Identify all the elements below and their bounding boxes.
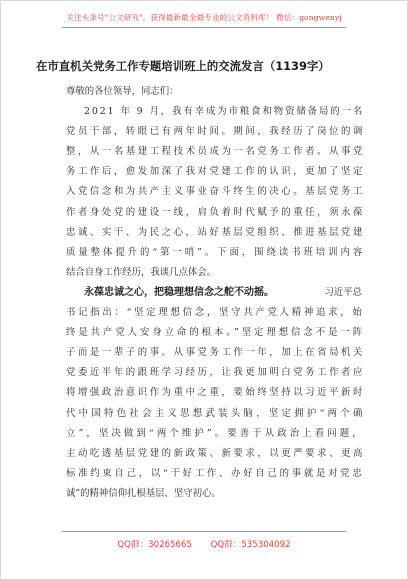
text-line: 入党信念和为共产主义事业奋斗终生的决心。基层党务工 xyxy=(66,186,365,198)
text-line: 终是共产党人安身立命的根本。”坚定理想信念不是一阵 xyxy=(66,327,366,339)
text-line: 尊敬的各位领导，同志们： xyxy=(66,86,179,97)
text-line: 结合自身工作经历，我谈几点体会。 xyxy=(66,266,217,278)
text-line: 主动吃透基层党建的新政策、新要求，以更严要求、更高 xyxy=(66,447,365,459)
section-heading-line xyxy=(66,283,362,303)
paragraph-line xyxy=(66,182,365,202)
text-line: 党委近半年的跟班学习经历，让我更加明白党务工作者应 xyxy=(66,367,365,379)
section-heading: 永葆忠诚之心，把稳理想信念之舵不动摇。 xyxy=(84,286,274,298)
document-title: 在市直机关党务工作专题培训班上的交流发言（1139字） xyxy=(36,59,330,73)
paragraph-line xyxy=(66,444,365,464)
text-line: 立”，坚决做到“两个维护”。要善于从政治上看问题， xyxy=(66,427,365,439)
qq-group-2: QQ群：535304092 xyxy=(210,540,291,550)
paragraph-line xyxy=(66,484,362,504)
text-line: 标准约束自己，以“干好工作、办好自己的事就是对党忠 xyxy=(66,467,365,479)
text-line: 将增强政治意识作为重中之重，要始终坚持以习近平新时 xyxy=(66,387,365,399)
header-banner: 关注头条号"公文研究"，获得最新最全最专业的公文资料库！ 微信：gongwenyj xyxy=(66,13,342,22)
text-line: 忠诚、实干、为民之心，站好基层党组织、推进基层党建 xyxy=(66,226,365,238)
text-line: 习近平总 xyxy=(324,286,362,298)
paragraph-line xyxy=(66,122,365,142)
text-line: 务工作后，愈发加深了我对党建工作的认识，更加了坚定 xyxy=(66,166,365,178)
text-line: 2021 年 9 月，我有幸成为市粮食和物资储备局的一名 xyxy=(84,106,365,118)
salutation-line xyxy=(66,82,362,102)
paragraph-line xyxy=(66,303,365,323)
paragraph-line xyxy=(66,383,365,403)
text-line: 书记指出：“坚定理想信念，坚守共产党人精神追求，始 xyxy=(66,307,365,319)
paragraph-line xyxy=(66,424,365,444)
paragraph-line xyxy=(66,343,365,363)
paragraph-line xyxy=(66,102,365,122)
header-divider xyxy=(62,27,346,28)
text-line: 子而是一辈子的事。从事党务工作一年，加上在省局机关 xyxy=(66,347,365,359)
paragraph-line xyxy=(66,404,366,424)
text-line: 代中国特色社会主义思想武装头脑，坚定拥护“两个确 xyxy=(66,407,366,419)
footer xyxy=(0,538,408,550)
paragraph-line xyxy=(66,203,365,223)
paragraph-line xyxy=(66,323,366,343)
text-line: 作者身处党的建设一线，肩负着时代赋予的重任，须永葆 xyxy=(66,206,365,218)
text-line: 诚”的精神信仰扎根基层、坚守初心。 xyxy=(66,487,221,499)
paragraph-line xyxy=(66,464,365,484)
paragraph-line xyxy=(66,263,362,283)
footer-divider xyxy=(62,531,346,532)
text-line: 整，从一名基建工程技术员成为一名党务工作者。从事党 xyxy=(66,146,365,158)
paragraph-line xyxy=(66,223,365,243)
text-line: 党员干部，转眼已有两年时间。期间，我经历了岗位的调 xyxy=(66,126,365,138)
paragraph-line xyxy=(66,142,365,162)
text-line: 质量整体提升的“第一哨”。下面，围绕读书班培训内容 xyxy=(66,246,366,258)
document-body xyxy=(66,82,366,504)
paragraph-line xyxy=(66,243,366,263)
paragraph-line xyxy=(66,162,365,182)
qq-group-1: QQ群：30265665 xyxy=(117,540,192,550)
paragraph-line xyxy=(66,363,365,383)
